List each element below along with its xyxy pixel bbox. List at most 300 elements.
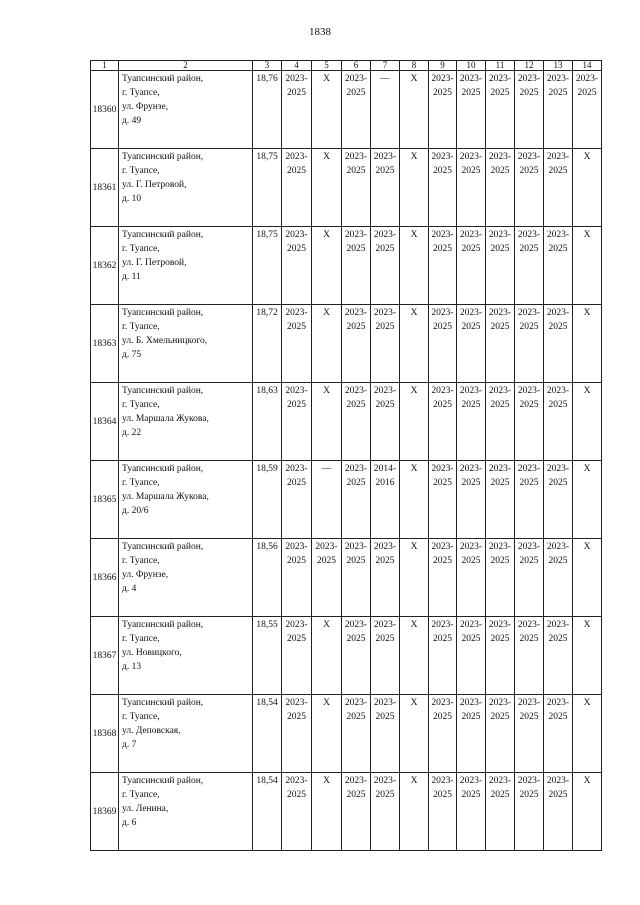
period-value: 2025: [375, 712, 395, 722]
period-value: 2023-: [459, 74, 483, 84]
period-value: 2025: [287, 88, 306, 98]
period-value: X: [323, 152, 330, 162]
column-number-header: 1: [91, 61, 119, 71]
period-cell: [371, 461, 400, 539]
period-value: 2025: [287, 634, 306, 644]
area-value-cell: 18,55: [253, 617, 282, 695]
period-value: 2025: [433, 478, 452, 488]
period-value: 2025: [490, 478, 510, 488]
address-cell: [119, 695, 253, 773]
period-value: 2025: [461, 790, 481, 800]
address-line: г. Туапсе,: [122, 322, 160, 332]
period-value: 2023-: [459, 386, 483, 396]
period-cell: [457, 305, 486, 383]
period-value: 2023-: [546, 74, 570, 84]
period-value: 2023-: [517, 308, 541, 318]
period-value: 2023-: [285, 776, 308, 786]
area-value-cell: 18,54: [253, 695, 282, 773]
period-value: 2025: [490, 244, 510, 254]
period-cell: [429, 773, 457, 851]
period-cell: [544, 617, 573, 695]
period-cell: [400, 149, 429, 227]
period-value: 2025: [519, 478, 539, 488]
period-value: 2023-: [546, 464, 570, 474]
period-cell: [457, 149, 486, 227]
row-number: 18366: [91, 539, 119, 617]
period-value: 2023-: [488, 542, 512, 552]
period-value: 2025: [461, 88, 481, 98]
column-number-header: 11: [486, 61, 515, 71]
period-value: 2025: [548, 556, 568, 566]
period-value: 2025: [375, 322, 395, 332]
column-number-header: 6: [342, 61, 371, 71]
address-line: г. Туапсе,: [122, 556, 160, 566]
period-value: 2025: [519, 88, 539, 98]
address-line: г. Туапсе,: [122, 88, 160, 98]
period-cell: [429, 617, 457, 695]
period-value: 2023-: [373, 308, 397, 318]
period-value: X: [583, 230, 591, 240]
period-value: 2025: [461, 400, 481, 410]
row-number: 18362: [91, 227, 119, 305]
address-cell: [119, 227, 253, 305]
period-cell: [573, 227, 602, 305]
address-line: ул. Г. Петровой,: [122, 180, 187, 190]
period-value: 2023-: [517, 230, 541, 240]
address-line: г. Туапсе,: [122, 790, 160, 800]
period-value: 2014-: [373, 464, 397, 474]
period-value: 2023-: [285, 386, 308, 396]
period-cell: [544, 149, 573, 227]
period-value: 2023-: [344, 74, 368, 84]
period-value: 2023-: [488, 74, 512, 84]
address-line: Туапсинский район,: [122, 698, 204, 708]
period-cell: [486, 695, 515, 773]
period-value: 2023-: [344, 542, 368, 552]
address-line: г. Туапсе,: [122, 166, 160, 176]
period-value: X: [583, 620, 591, 630]
period-cell: [342, 461, 371, 539]
period-value: X: [323, 620, 330, 630]
period-value: 2023-: [488, 776, 512, 786]
period-value: 2023-: [517, 698, 541, 708]
period-cell: [312, 539, 342, 617]
table-row: [91, 461, 602, 539]
address-line: г. Туапсе,: [122, 712, 160, 722]
period-value: 2023-: [344, 152, 368, 162]
period-value: 2023-: [285, 152, 308, 162]
period-value: 2025: [490, 634, 510, 644]
period-value: 2025: [433, 166, 452, 176]
period-value: 2025: [548, 712, 568, 722]
period-value: 2023-: [373, 698, 397, 708]
period-cell: [342, 617, 371, 695]
period-cell: [312, 695, 342, 773]
period-cell: [342, 695, 371, 773]
period-value: 2023-: [285, 74, 308, 84]
row-number: 18365: [91, 461, 119, 539]
period-cell: [457, 383, 486, 461]
period-value: 2023-: [546, 386, 570, 396]
period-value: 2023-: [285, 230, 308, 240]
period-value: 2025: [346, 322, 366, 332]
row-number: 18369: [91, 773, 119, 851]
period-value: 2023-: [546, 698, 570, 708]
column-number-header: 12: [515, 61, 544, 71]
period-value: X: [583, 464, 591, 474]
period-cell: [429, 71, 457, 149]
address-cell: [119, 773, 253, 851]
period-value: 2023-: [459, 464, 483, 474]
area-value-cell: 18,63: [253, 383, 282, 461]
period-value: 2023-: [373, 542, 397, 552]
period-value: 2023-: [344, 776, 368, 786]
address-line: г. Туапсе,: [122, 634, 160, 644]
period-cell: [312, 773, 342, 851]
period-value: 2023-: [488, 464, 512, 474]
period-cell: [312, 305, 342, 383]
period-value: 2023-: [546, 230, 570, 240]
column-number-header: 8: [400, 61, 429, 71]
period-value: 2025: [346, 166, 366, 176]
address-line: д. 6: [122, 818, 137, 828]
period-value: X: [583, 542, 591, 552]
period-cell: [429, 149, 457, 227]
period-value: 2025: [346, 244, 366, 254]
address-cell: [119, 539, 253, 617]
address-line: Туапсинский район,: [122, 308, 204, 318]
period-value: X: [410, 698, 418, 708]
period-value: 2023-: [546, 776, 570, 786]
period-cell: [371, 71, 400, 149]
period-cell: [544, 773, 573, 851]
address-line: ул. Г. Петровой,: [122, 258, 187, 268]
period-value: 2023-: [517, 464, 541, 474]
address-line: ул. Маршала Жукова,: [122, 414, 209, 424]
period-value: 2025: [317, 556, 336, 566]
period-value: 2023-: [344, 698, 368, 708]
period-value: 2025: [346, 790, 366, 800]
period-cell: [573, 695, 602, 773]
period-value: 2025: [287, 322, 306, 332]
period-value: 2025: [519, 790, 539, 800]
period-cell: [515, 461, 544, 539]
table-row: [91, 695, 602, 773]
period-value: X: [323, 698, 330, 708]
period-value: 2025: [433, 790, 452, 800]
period-cell: [457, 695, 486, 773]
area-value-cell: 18,75: [253, 227, 282, 305]
period-value: 2025: [490, 88, 510, 98]
area-value-cell: 18,75: [253, 149, 282, 227]
period-value: 2025: [577, 88, 597, 98]
period-cell: [486, 617, 515, 695]
period-value: 2025: [375, 556, 395, 566]
period-value: X: [323, 776, 330, 786]
period-cell: [342, 227, 371, 305]
period-value: 2025: [375, 244, 395, 254]
period-cell: [457, 539, 486, 617]
period-value: 2023-: [459, 620, 483, 630]
period-value: 2025: [433, 322, 452, 332]
table-row: [91, 227, 602, 305]
period-value: 2023-: [488, 230, 512, 240]
period-value: —: [321, 464, 332, 474]
period-value: 2023-: [546, 308, 570, 318]
period-value: 2023-: [431, 152, 454, 162]
period-cell: [371, 539, 400, 617]
period-value: 2023-: [344, 230, 368, 240]
address-cell: [119, 617, 253, 695]
address-line: Туапсинский район,: [122, 386, 204, 396]
period-cell: [515, 149, 544, 227]
period-value: 2023-: [373, 386, 397, 396]
period-cell: [486, 383, 515, 461]
period-value: 2025: [519, 712, 539, 722]
period-value: 2025: [433, 400, 452, 410]
period-cell: [457, 461, 486, 539]
period-cell: [282, 695, 312, 773]
period-value: 2025: [461, 322, 481, 332]
period-cell: [544, 539, 573, 617]
row-number: 18360: [91, 71, 119, 149]
data-table: [90, 60, 602, 851]
period-value: 2025: [375, 400, 395, 410]
period-value: 2025: [461, 712, 481, 722]
period-value: 2025: [375, 166, 395, 176]
period-value: 2023-: [431, 464, 454, 474]
period-value: 2023-: [517, 74, 541, 84]
period-value: 2025: [287, 400, 306, 410]
period-cell: [282, 149, 312, 227]
period-value: 2023-: [285, 542, 308, 552]
period-value: 2023-: [546, 542, 570, 552]
period-value: 2025: [375, 634, 395, 644]
period-value: 2025: [490, 322, 510, 332]
period-cell: [573, 461, 602, 539]
address-cell: [119, 461, 253, 539]
period-value: 2025: [461, 166, 481, 176]
period-cell: [371, 305, 400, 383]
period-value: 2025: [490, 790, 510, 800]
column-number-header: 7: [371, 61, 400, 71]
column-number-header: 3: [253, 61, 282, 71]
address-line: Туапсинский район,: [122, 464, 204, 474]
period-cell: [573, 773, 602, 851]
column-number-header: 4: [282, 61, 312, 71]
period-value: 2025: [433, 712, 452, 722]
period-value: 2025: [461, 556, 481, 566]
period-value: 2023-: [431, 386, 454, 396]
period-cell: [400, 71, 429, 149]
row-number: 18368: [91, 695, 119, 773]
period-value: 2025: [433, 556, 452, 566]
period-cell: [312, 227, 342, 305]
period-value: 2023-: [459, 542, 483, 552]
period-value: 2025: [346, 400, 366, 410]
period-cell: [312, 383, 342, 461]
address-line: д. 11: [122, 272, 141, 282]
period-cell: [544, 71, 573, 149]
period-value: 2023-: [488, 386, 512, 396]
address-line: ул. Б. Хмельницкого,: [122, 336, 208, 346]
period-value: 2023-: [344, 308, 368, 318]
period-cell: [400, 617, 429, 695]
row-number: 18367: [91, 617, 119, 695]
address-line: д. 10: [122, 194, 142, 204]
column-number-header-row: [91, 61, 602, 71]
period-cell: [282, 227, 312, 305]
period-cell: [400, 539, 429, 617]
period-value: 2025: [287, 556, 306, 566]
period-value: 2023-: [488, 698, 512, 708]
period-cell: [400, 383, 429, 461]
table-row: [91, 617, 602, 695]
period-value: 2025: [519, 244, 539, 254]
period-value: 2025: [346, 88, 366, 98]
address-line: ул. Деповская,: [122, 726, 181, 736]
period-cell: [342, 539, 371, 617]
period-cell: [544, 461, 573, 539]
period-cell: [486, 71, 515, 149]
period-cell: [573, 617, 602, 695]
address-line: Туапсинский район,: [122, 152, 204, 162]
period-value: 2023-: [488, 308, 512, 318]
address-line: ул. Фрунзе,: [122, 570, 169, 580]
table-row: [91, 773, 602, 851]
period-cell: [457, 71, 486, 149]
table-row: [91, 149, 602, 227]
period-cell: [486, 149, 515, 227]
period-value: X: [410, 74, 418, 84]
period-value: 2025: [519, 400, 539, 410]
period-cell: [312, 461, 342, 539]
period-cell: [282, 305, 312, 383]
period-value: 2025: [548, 478, 568, 488]
address-line: д. 75: [122, 350, 142, 360]
address-line: д. 7: [122, 740, 137, 750]
area-value-cell: 18,59: [253, 461, 282, 539]
period-cell: [486, 539, 515, 617]
area-value-cell: 18,72: [253, 305, 282, 383]
period-cell: [573, 305, 602, 383]
period-value: 2025: [461, 244, 481, 254]
period-cell: [573, 71, 602, 149]
period-cell: [486, 773, 515, 851]
period-value: X: [410, 230, 418, 240]
period-cell: [486, 461, 515, 539]
period-value: 2025: [548, 244, 568, 254]
period-value: X: [410, 464, 418, 474]
period-cell: [515, 695, 544, 773]
period-value: X: [323, 74, 330, 84]
row-number: 18363: [91, 305, 119, 383]
period-value: 2023-: [517, 542, 541, 552]
period-cell: [282, 383, 312, 461]
period-value: 2023-: [459, 230, 483, 240]
period-cell: [515, 71, 544, 149]
period-value: 2025: [548, 88, 568, 98]
address-cell: [119, 383, 253, 461]
period-cell: [486, 227, 515, 305]
period-cell: [282, 71, 312, 149]
area-value-cell: 18,56: [253, 539, 282, 617]
period-value: X: [583, 386, 591, 396]
address-line: ул. Новицкого,: [122, 648, 182, 658]
period-value: 2023-: [517, 776, 541, 786]
period-value: 2023-: [431, 776, 454, 786]
address-line: ул. Маршала Жукова,: [122, 492, 209, 502]
period-cell: [429, 305, 457, 383]
period-cell: [312, 71, 342, 149]
period-value: 2023-: [575, 74, 599, 84]
period-value: 2023-: [488, 152, 512, 162]
period-cell: [312, 617, 342, 695]
period-cell: [342, 149, 371, 227]
period-value: 2023-: [431, 74, 454, 84]
period-value: 2025: [433, 88, 452, 98]
period-cell: [400, 305, 429, 383]
address-line: г. Туапсе,: [122, 400, 160, 410]
period-value: 2025: [287, 478, 306, 488]
column-number-header: 10: [457, 61, 486, 71]
period-cell: [371, 383, 400, 461]
address-line: г. Туапсе,: [122, 478, 160, 488]
period-cell: [371, 773, 400, 851]
period-cell: [282, 539, 312, 617]
period-cell: [544, 305, 573, 383]
period-value: 2016: [375, 478, 395, 488]
area-value-cell: 18,76: [253, 71, 282, 149]
period-cell: [282, 773, 312, 851]
address-line: д. 22: [122, 428, 142, 438]
period-cell: [400, 773, 429, 851]
period-value: 2025: [287, 166, 306, 176]
address-line: д. 4: [122, 584, 137, 594]
period-value: 2023-: [285, 620, 308, 630]
period-cell: [515, 227, 544, 305]
period-value: 2025: [461, 634, 481, 644]
period-value: 2025: [346, 556, 366, 566]
period-value: 2025: [548, 322, 568, 332]
period-cell: [515, 305, 544, 383]
period-value: 2025: [519, 322, 539, 332]
period-value: 2023-: [285, 464, 308, 474]
period-value: 2025: [490, 712, 510, 722]
period-cell: [515, 773, 544, 851]
period-value: X: [323, 308, 330, 318]
period-value: 2025: [490, 166, 510, 176]
period-cell: [282, 461, 312, 539]
period-value: X: [323, 230, 330, 240]
period-value: 2023-: [431, 308, 454, 318]
period-cell: [515, 617, 544, 695]
period-cell: [429, 227, 457, 305]
period-value: 2025: [548, 400, 568, 410]
period-value: 2023-: [459, 152, 483, 162]
period-value: 2025: [490, 400, 510, 410]
address-cell: [119, 71, 253, 149]
period-cell: [544, 695, 573, 773]
period-cell: [429, 539, 457, 617]
period-cell: [429, 461, 457, 539]
address-line: Туапсинский район,: [122, 230, 204, 240]
period-value: X: [410, 386, 418, 396]
address-line: Туапсинский район,: [122, 542, 204, 552]
page-number: 1838: [309, 26, 331, 38]
period-cell: [515, 539, 544, 617]
period-value: 2023-: [546, 152, 570, 162]
